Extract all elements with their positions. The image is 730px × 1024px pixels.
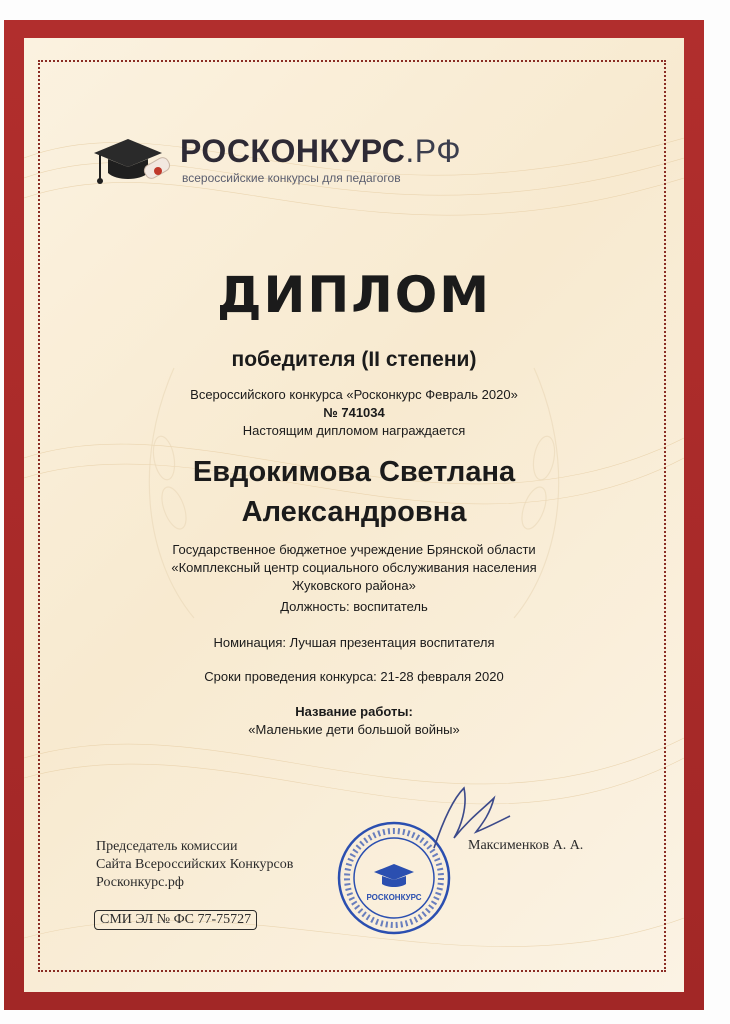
logo-title: РОСКОНКУРС.РФ	[180, 133, 462, 169]
work-title-label: Название работы:	[295, 704, 413, 719]
stamp-center-text: РОСКОНКУРС	[366, 893, 422, 902]
recipient-name-line1: Евдокимова Светлана	[192, 456, 516, 488]
diploma-number: № 741034	[323, 405, 385, 420]
contest-name: Всероссийского конкурса «Росконкурс Февраль 2020»	[190, 387, 518, 402]
organization-line3: Жуковского района»	[292, 578, 416, 593]
nomination: Номинация: Лучшая презентация воспитателя	[213, 635, 495, 650]
organization-line2: «Комплексный центр социального обслуживания населения	[171, 560, 537, 575]
diploma-sheet	[24, 38, 684, 992]
graduation-cap-icon	[92, 133, 174, 199]
position: Должность: воспитатель	[280, 599, 428, 614]
logo-tagline: всероссийские конкурсы для педагогов	[182, 171, 401, 185]
diploma-title: ДИПЛОМ	[216, 266, 491, 324]
recipient-name-line2: Александровна	[241, 496, 467, 528]
diploma-degree: победителя (II степени)	[231, 348, 477, 371]
registration-number: СМИ ЭЛ № ФС 77-75727	[94, 910, 257, 930]
contest-dates: Сроки проведения конкурса: 21-28 февраля 2020	[204, 669, 504, 684]
work-title: «Маленькие дети большой войны»	[248, 722, 460, 737]
organization-line1: Государственное бюджетное учреждение Брянской области	[172, 542, 536, 557]
signer-name: Максименков А. А.	[468, 838, 584, 853]
red-frame	[4, 20, 704, 1010]
signature-role	[96, 838, 293, 892]
role-line1: Председатель комиссии	[96, 839, 238, 854]
role-line2: Сайта Всероссийских Конкурсов	[96, 857, 294, 872]
awarded-text: Настоящим дипломом награждается	[242, 423, 466, 438]
logo	[92, 133, 512, 203]
role-line3: Росконкурс.рф	[96, 875, 184, 890]
